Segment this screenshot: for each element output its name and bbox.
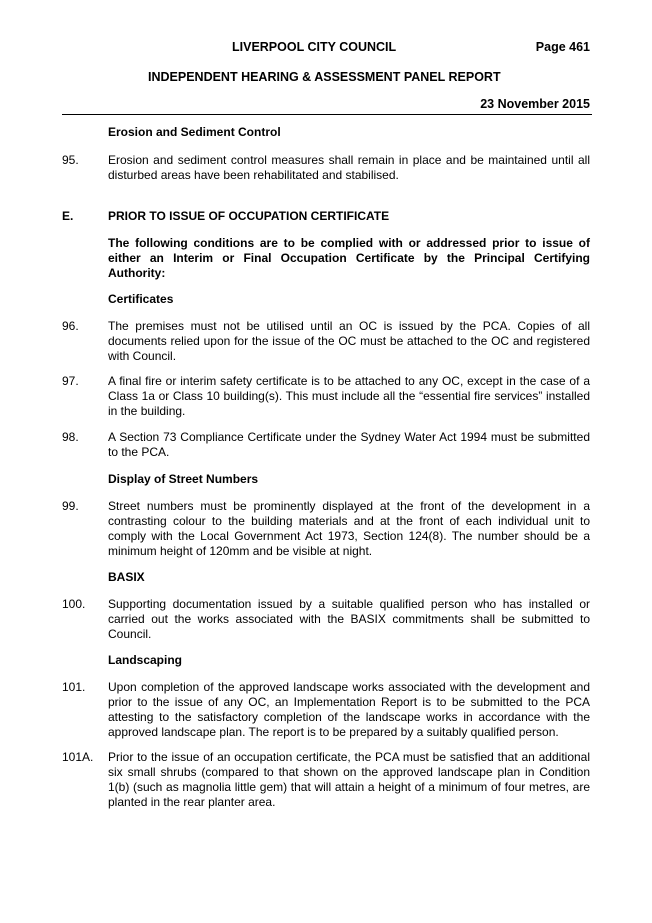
condition-number: 98. — [62, 430, 79, 444]
condition-number: 101A. — [62, 750, 94, 764]
condition-number: 101. — [62, 680, 86, 694]
header-divider — [62, 114, 592, 115]
condition-100 — [62, 597, 590, 642]
report-title: INDEPENDENT HEARING & ASSESSMENT PANEL REPORT — [148, 70, 501, 84]
section-intro: The following conditions are to be complied with or addressed prior to issue of either an Interim or Final Occupation Certificate by the Principal Certifying Authority: — [108, 236, 590, 280]
condition-text: A final fire or interim safety certificate is to be attached to any OC, except in the case of a Class 1a or Class 10 building(s). This must include all the “essential fire services” installed in the building. — [108, 374, 590, 418]
condition-number: 96. — [62, 319, 79, 333]
page-number: Page 461 — [535, 40, 590, 54]
condition-95 — [62, 153, 590, 183]
report-date: 23 November 2015 — [480, 97, 590, 111]
condition-text: The premises must not be utilised until an OC is issued by the PCA. Copies of all documents relied upon for the issue of the OC must be attached to the OC and registered with Council. — [108, 319, 590, 363]
condition-text: Street numbers must be prominently displayed at the front of the development in a contrasting colour to the building materials and at the front of each individual unit to comply with the Local Government Act 1973, Section 124(8). The number should be a minimum height of 120mm and be visible at night. — [108, 499, 590, 558]
condition-96 — [62, 319, 590, 364]
condition-97 — [62, 374, 590, 419]
condition-98 — [62, 430, 590, 460]
condition-number: 97. — [62, 374, 79, 388]
condition-text: Upon completion of the approved landscape works associated with the development and prior to the issue of any OC, an Implementation Report is to be submitted to the PCA attesting to the satisfactory completion of the landscape works in accordance with the approved landscape plan. The report is to be prepared by a suitably qualified person. — [108, 680, 590, 739]
council-name: LIVERPOOL CITY COUNCIL — [232, 40, 397, 54]
basix-heading: BASIX — [108, 570, 145, 584]
landscaping-heading: Landscaping — [108, 653, 183, 667]
erosion-heading: Erosion and Sediment Control — [108, 125, 281, 139]
street-numbers-heading: Display of Street Numbers — [108, 472, 259, 486]
section-letter: E. — [62, 209, 74, 223]
condition-101a — [62, 750, 590, 810]
condition-number: 95. — [62, 153, 79, 167]
condition-text: A Section 73 Compliance Certificate under the Sydney Water Act 1994 must be submitted to the PCA. — [108, 430, 590, 459]
certificates-heading: Certificates — [108, 292, 174, 306]
condition-text: Prior to the issue of an occupation certificate, the PCA must be satisfied that an additional six small shrubs (compared to that shown on the approved landscape plan in Condition 1(b) (such as magnolia little gem) that will attain a height of a minimum of four metres, are planted in the rear planter area. — [108, 750, 590, 809]
condition-number: 100. — [62, 597, 86, 611]
condition-99 — [62, 499, 590, 559]
condition-number: 99. — [62, 499, 79, 513]
condition-text: Erosion and sediment control measures shall remain in place and be maintained until all disturbed areas have been rehabilitated and stabilised. — [108, 153, 590, 182]
condition-text: Supporting documentation issued by a suitable qualified person who has installed or carried out the works associated with the BASIX commitments shall be submitted to Council. — [108, 597, 590, 641]
section-title: PRIOR TO ISSUE OF OCCUPATION CERTIFICATE — [108, 209, 390, 223]
condition-101 — [62, 680, 590, 740]
